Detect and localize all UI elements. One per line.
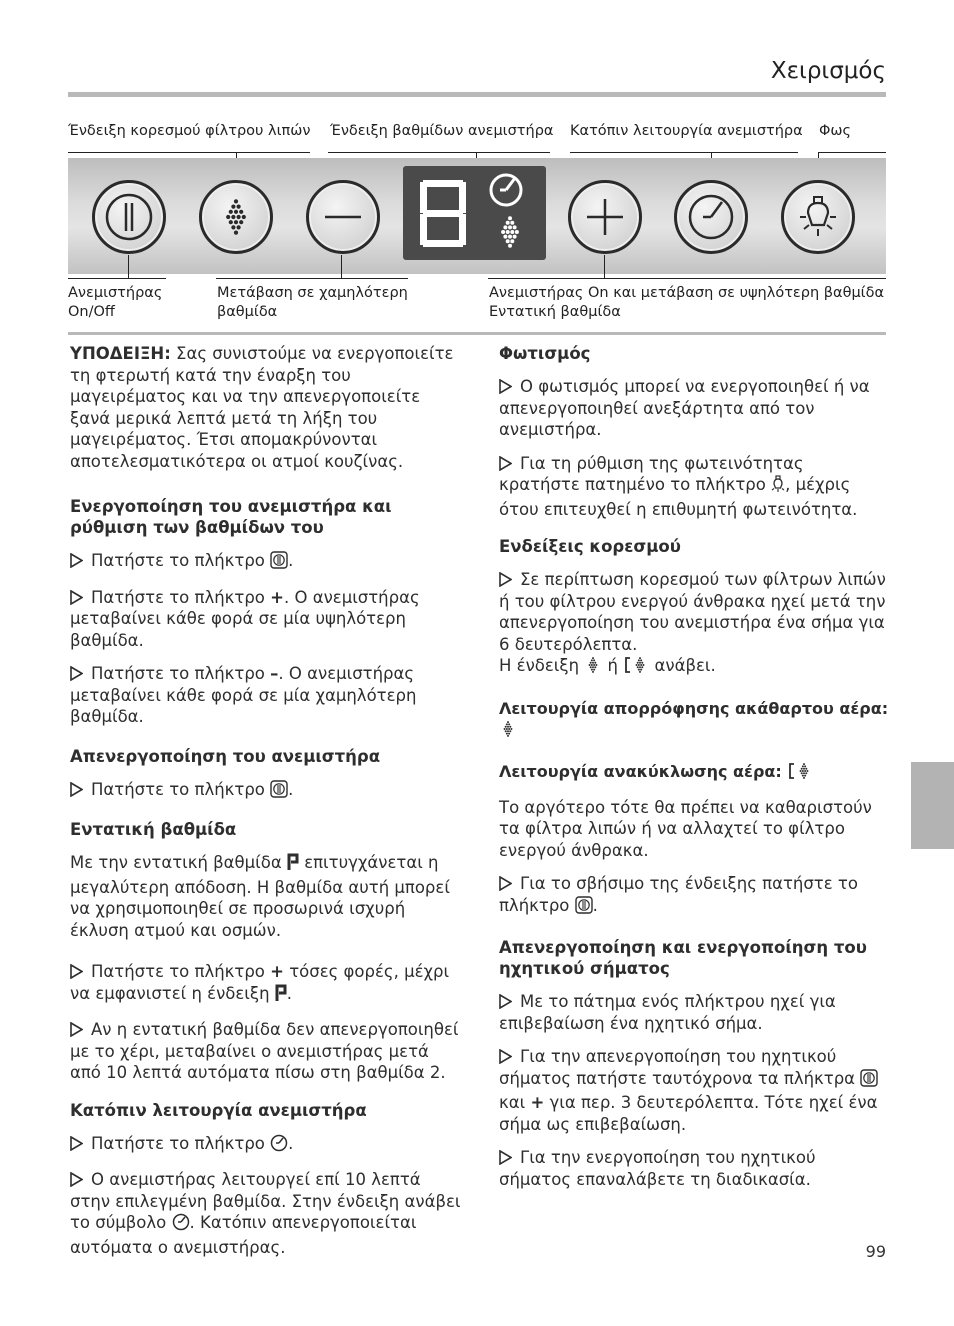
filter-dot <box>639 671 641 673</box>
filter-dot <box>589 664 591 666</box>
leader-line <box>488 278 886 279</box>
step: Για το σβήσιμο της ένδειξης πατήστε το πλήκτρο . <box>499 873 889 919</box>
filter-dot <box>507 734 509 736</box>
step: Για την ενεργοποίηση του ηχητικού σήματος επαναλάβετε τη διαδικασία. <box>499 1148 816 1189</box>
minus-icon: – <box>270 664 279 683</box>
filter-dot <box>510 230 514 234</box>
filter-dot <box>640 664 642 666</box>
right-column <box>499 343 889 1202</box>
note-paragraph: ΥΠΟΔΕΙΞΗ: Σας συνιστούμε να ενεργοποιείτε τη φτερωτή κατά την έναρξη του μαγειρέματος και να την απενεργοποιείτε ξανά μερικά λεπτά μετά τη λήξη του μαγειρέματος. Έτσι απομακρύνονται αποτελεσματικότερα οι ατμοί κουζίνας. <box>70 344 454 471</box>
timer-icon <box>172 1213 190 1237</box>
step: Πατήστε το πλήκτρο . <box>70 550 462 575</box>
seven-segment-digit <box>420 180 466 247</box>
label-lower-level: Μετάβαση σε χαμηλότερη βαθμίδα <box>217 285 408 320</box>
filter-dot <box>805 774 807 776</box>
timer-indicator-icon <box>491 175 521 205</box>
minus-button[interactable] <box>306 180 380 254</box>
recirculation-icon <box>623 656 649 680</box>
filter-dot <box>242 215 246 219</box>
filter-dot <box>506 723 508 725</box>
step: Πατήστε το πλήκτρο + τόσες φορές, μέχρι να εμφανιστεί η ένδειξη . <box>70 961 462 1007</box>
filter-dot <box>515 230 519 234</box>
clean-text: Το αργότερο τότε θα πρέπει να καθαριστούν τα φίλτρα λιπών ή να αλλαχτεί το φίλτρο ενεργού άνθρακα. <box>499 797 872 860</box>
filter-dot <box>505 730 507 732</box>
filter-dot <box>638 659 640 661</box>
filter-dot <box>510 221 514 225</box>
filter-dot <box>239 210 243 214</box>
chapter-tab <box>911 762 954 849</box>
plus-icon: + <box>270 587 284 607</box>
power-icon <box>575 896 593 920</box>
filter-dot <box>503 235 507 239</box>
fan-level-display <box>403 166 546 260</box>
plus-icon: + <box>530 1093 545 1112</box>
filter-dot <box>640 659 642 661</box>
filter-dot <box>508 723 510 725</box>
filter-dot <box>226 215 230 219</box>
filter-dot <box>806 767 808 769</box>
filter-dot <box>639 662 641 664</box>
step: Πατήστε το πλήκτρο –. Ο ανεμιστήρας μεταβαίνει κάθε φορά σε μία χαμηλότερη βαθμίδα. <box>70 664 417 726</box>
heading-saturation: Ενδείξεις κορεσμού <box>499 537 681 556</box>
heading-run-on: Κατόπιν λειτουργία ανεμιστήρα <box>70 1100 367 1120</box>
filter-dot <box>508 732 510 734</box>
filter-dot <box>638 664 640 666</box>
power-icon <box>860 1069 878 1093</box>
filter-dot <box>637 666 639 668</box>
step: Για την απενεργοποίηση του ηχητικού σήματος πατήστε ταυτόχρονα τα πλήκτρα και + για περ. 3 δευτερόλεπτα. Τότε ηχεί ένα σήμα ως επιβεβαίωση. <box>499 1047 878 1134</box>
filter-dot <box>506 732 508 734</box>
filter-dots-icon <box>584 656 602 680</box>
filter-dot <box>643 664 645 666</box>
filter-dot <box>507 730 509 732</box>
filter-dot <box>507 725 509 727</box>
filter-dot <box>801 767 803 769</box>
plus-icon: + <box>270 962 284 981</box>
step: Για τη ρύθμιση της φωτεινότητας κρατήστε πατημένο το πλήκτρο , μέχρις ότου επιτευχθεί η επιθυμητή φωτεινότητα. <box>499 453 858 519</box>
label-filter-saturation: Ένδειξη κορεσμού φίλτρου λιπών <box>68 123 311 139</box>
filter-button[interactable] <box>199 180 273 254</box>
leader-line <box>128 255 129 278</box>
intensive-p-icon <box>287 853 299 877</box>
filter-dot <box>802 770 804 772</box>
label-higher-level: Ανεμιστήρας On και μετάβαση σε υψηλότερη βαθμίδα Εντατική βαθμίδα <box>489 285 885 320</box>
filter-dot <box>593 669 595 671</box>
filter-dot <box>590 662 592 664</box>
filter-dot <box>592 666 594 668</box>
filter-dot <box>803 767 805 769</box>
recirculation-icon <box>787 762 813 785</box>
filter-dot <box>596 664 598 666</box>
heading-exhaust: Λειτουργία απορρόφησης ακάθαρτου αέρα: <box>499 698 889 743</box>
filter-dot <box>800 770 802 772</box>
filter-dot <box>803 763 805 765</box>
filter-dot <box>506 221 510 225</box>
light-button[interactable] <box>781 180 855 254</box>
filter-dot <box>595 666 597 668</box>
page-number: 99 <box>865 1242 886 1261</box>
filter-dot <box>591 669 593 671</box>
label-fan-levels: Ένδειξη βαθμίδων ανεμιστήρα <box>330 123 554 139</box>
run-on-button[interactable] <box>674 180 748 254</box>
filter-dot <box>637 662 639 664</box>
heading-deactivate: Απενεργοποίηση του ανεμιστήρα <box>70 746 381 766</box>
heading-activate: Ενεργοποίηση του ανεμιστήρα και ρύθμιση των βαθμίδων του <box>70 497 392 537</box>
filter-dot <box>591 659 593 661</box>
filter-dot <box>592 671 594 673</box>
filter-dot <box>639 666 641 668</box>
filter-dot <box>506 728 508 730</box>
step: Πατήστε το πλήκτρο . <box>70 779 462 804</box>
step: Με το πάτημα ενός πλήκτρου ηχεί για επιβεβαίωση ένα ηχητικό σήμα. <box>499 992 836 1033</box>
filter-dot <box>239 220 243 224</box>
filter-dot <box>642 666 644 668</box>
filter-dot <box>803 776 805 778</box>
header-rule <box>68 92 886 97</box>
step: Ο φωτισμός μπορεί να ενεργοποιηθεί ή να απενεργοποιηθεί ανεξάρτητα από τον ανεμιστήρα. <box>499 377 870 439</box>
filter-dot <box>508 244 512 248</box>
filter-dot <box>231 225 235 229</box>
filter-dot <box>506 230 510 234</box>
leader-line <box>328 152 550 153</box>
filter-dot <box>509 725 511 727</box>
leader-line <box>570 152 798 153</box>
leader-line <box>68 152 310 153</box>
filter-dot <box>506 239 510 243</box>
filter-dot <box>801 772 803 774</box>
leader-line <box>68 278 166 279</box>
filter-dot <box>229 210 233 214</box>
filter-dot <box>237 205 241 209</box>
filter-dot <box>593 664 595 666</box>
filter-dot <box>513 225 517 229</box>
power-icon <box>270 780 288 804</box>
heading-light: Φωτισμός <box>499 344 591 363</box>
filter-dot <box>234 220 238 224</box>
filter-dot <box>501 230 505 234</box>
filter-dot <box>593 659 595 661</box>
left-column <box>70 343 462 1270</box>
step: Ο ανεμιστήρας λειτουργεί επί 10 λεπτά στην επιλεγμένη βαθμίδα. Στην ένδειξη ανάβει το σύμβολο . Κατόπιν απενεργοποιείται αυτόματα ο ανεμιστήρας. <box>70 1170 461 1257</box>
filter-dot <box>234 210 238 214</box>
filter-dot <box>595 662 597 664</box>
fan-power-button[interactable] <box>92 180 166 254</box>
filter-dot <box>636 664 638 666</box>
leader-line <box>604 255 605 278</box>
page-title: Χειρισμός <box>770 58 886 84</box>
filter-dot <box>803 772 805 774</box>
filter-dots-icon <box>202 183 270 251</box>
timer-icon <box>677 183 745 251</box>
filter-dot <box>638 669 640 671</box>
plus-icon <box>571 183 639 251</box>
power-icon <box>270 551 288 575</box>
filter-dot <box>592 662 594 664</box>
filter-dot <box>591 664 593 666</box>
filter-dot <box>503 225 507 229</box>
filter-dot <box>805 765 807 767</box>
heading-sound: Απενεργοποίηση και ενεργοποίηση του ηχητικού σήματος <box>499 938 867 978</box>
filter-dot <box>639 657 641 659</box>
filter-dot <box>513 235 517 239</box>
filter-dot <box>234 231 238 235</box>
filter-dots-icon <box>499 720 517 743</box>
filter-dot <box>507 721 509 723</box>
filter-dot <box>510 239 514 243</box>
filter-dot <box>508 225 512 229</box>
heading-intensive: Εντατική βαθμίδα <box>70 820 237 839</box>
filter-dot <box>592 657 594 659</box>
step: Σε περίπτωση κορεσμού των φίλτρων λιπών ή του φίλτρου ενεργού άνθρακα ηχεί μετά την απενεργοποίηση του ανεμιστήρα ένα σήμα για 6 δευτερόλεπτα. Η ένδειξη ή ανάβει. <box>499 569 889 680</box>
filter-dot <box>508 216 512 220</box>
section-rule <box>68 332 886 335</box>
filter-dot <box>642 662 644 664</box>
filter-dot <box>231 215 235 219</box>
filter-dot <box>806 772 808 774</box>
minus-icon <box>309 183 377 251</box>
filter-dot <box>229 220 233 224</box>
filter-dot <box>508 728 510 730</box>
plus-button[interactable] <box>568 180 642 254</box>
filter-dot <box>807 770 809 772</box>
filter-indicator-icon <box>501 216 519 248</box>
filter-dot <box>802 765 804 767</box>
filter-dot <box>234 199 238 203</box>
filter-dot <box>640 669 642 671</box>
filter-dot <box>231 205 235 209</box>
filter-dot <box>802 774 804 776</box>
leader-line <box>818 152 886 153</box>
label-run-on: Κατόπιν λειτουργία ανεμιστήρα <box>570 123 803 139</box>
filter-dot <box>509 730 511 732</box>
intensive-p-icon <box>275 984 287 1008</box>
filter-dot <box>504 728 506 730</box>
label-light: Φως <box>819 123 852 139</box>
lamp-icon <box>784 183 852 251</box>
filter-dot <box>237 225 241 229</box>
step: Αν η εντατική βαθμίδα δεν απενεργοποιηθεί με το χέρι, μεταβαίνει ο ανεμιστήρας μετά από 10 λεπτά αυτόματα πίσω στη βαθμίδα 2. <box>70 1020 459 1082</box>
lamp-icon <box>771 475 785 499</box>
step: Πατήστε το πλήκτρο +. Ο ανεμιστήρας μεταβαίνει κάθε φορά σε μία υψηλότερη βαθμίδα. <box>70 587 420 650</box>
filter-dot <box>805 770 807 772</box>
leader-line <box>216 278 408 279</box>
heading-recirculation: Λειτουργία ανακύκλωσης αέρα: <box>499 761 889 785</box>
filter-dot <box>505 725 507 727</box>
step: Πατήστε το πλήκτρο . <box>70 1133 462 1158</box>
filter-dot <box>508 235 512 239</box>
timer-icon <box>270 1134 288 1158</box>
filter-dot <box>590 666 592 668</box>
label-fan-onoff: Ανεμιστήρας On/Off <box>68 285 163 320</box>
filter-dot <box>237 215 241 219</box>
leader-line <box>341 255 342 278</box>
intensive-text: Με την εντατική βαθμίδα επιτυγχάνεται η μεγαλύτερη απόδοση. Η βαθμίδα αυτή μπορεί να χρησιμοποιηθεί σε προσωρινά ισχυρή έκλυση ατμού και οσμών. <box>70 853 450 940</box>
filter-dot <box>510 728 512 730</box>
power-icon <box>95 183 163 251</box>
